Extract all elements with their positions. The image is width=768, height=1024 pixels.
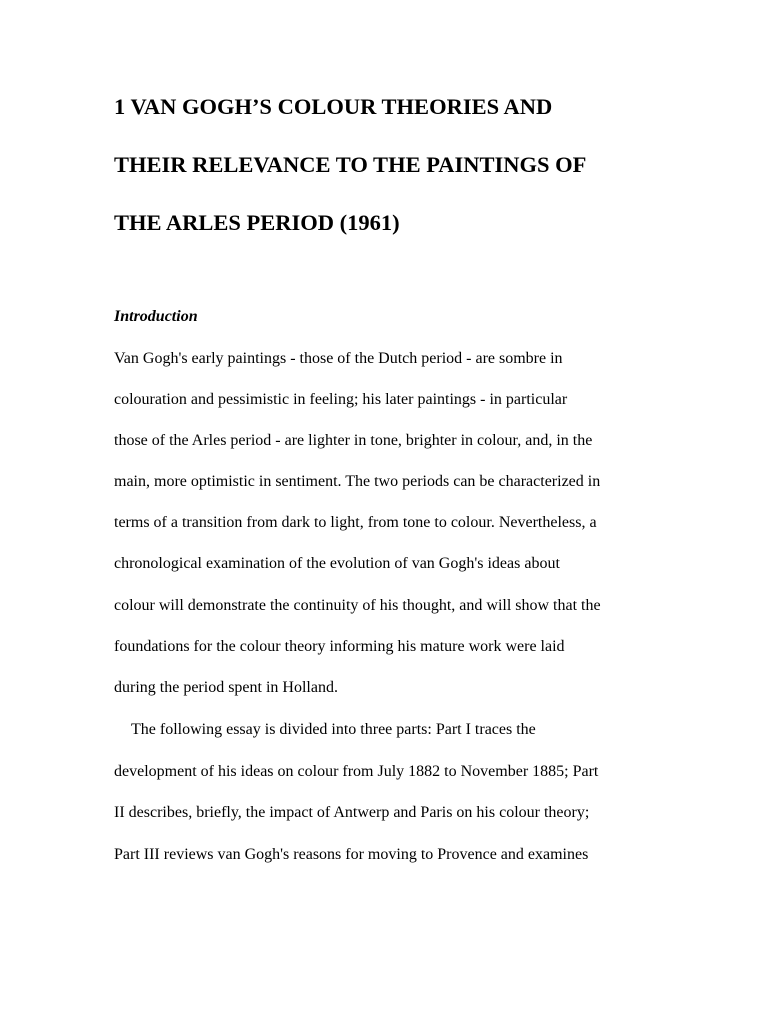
title-line-3: THE ARLES PERIOD (1961) <box>114 210 400 235</box>
paragraph2-line: II describes, briefly, the impact of Antwerp and Paris on his colour theory; <box>114 804 590 821</box>
paragraph1-line: during the period spent in Holland. <box>114 679 338 696</box>
paragraph1-line: colouration and pessimistic in feeling; his later paintings - in particular <box>114 391 568 408</box>
title-line-2: THEIR RELEVANCE TO THE PAINTINGS OF <box>114 152 587 177</box>
title-line-1: 1 VAN GOGH’S COLOUR THEORIES AND <box>114 94 553 119</box>
paragraph2-line: development of his ideas on colour from July 1882 to November 1885; Part <box>114 763 599 780</box>
paragraph2-line: The following essay is divided into three parts: Part I traces the <box>131 721 536 738</box>
paragraph1-line: terms of a transition from dark to light, from tone to colour. Nevertheless, a <box>114 514 597 531</box>
paragraph1-line: colour will demonstrate the continuity of his thought, and will show that the <box>114 597 601 614</box>
paragraph1-line: main, more optimistic in sentiment. The two periods can be characterized in <box>114 473 601 490</box>
paragraph1-line: Van Gogh's early paintings - those of the Dutch period - are sombre in <box>114 350 563 367</box>
section-heading-introduction: Introduction <box>114 308 198 325</box>
paragraph1-line: those of the Arles period - are lighter in tone, brighter in colour, and, in the <box>114 432 593 449</box>
paragraph2-line: Part III reviews van Gogh's reasons for moving to Provence and examines <box>114 846 589 863</box>
paragraph1-line: foundations for the colour theory informing his mature work were laid <box>114 638 565 655</box>
paragraph1-line: chronological examination of the evolution of van Gogh's ideas about <box>114 555 560 572</box>
